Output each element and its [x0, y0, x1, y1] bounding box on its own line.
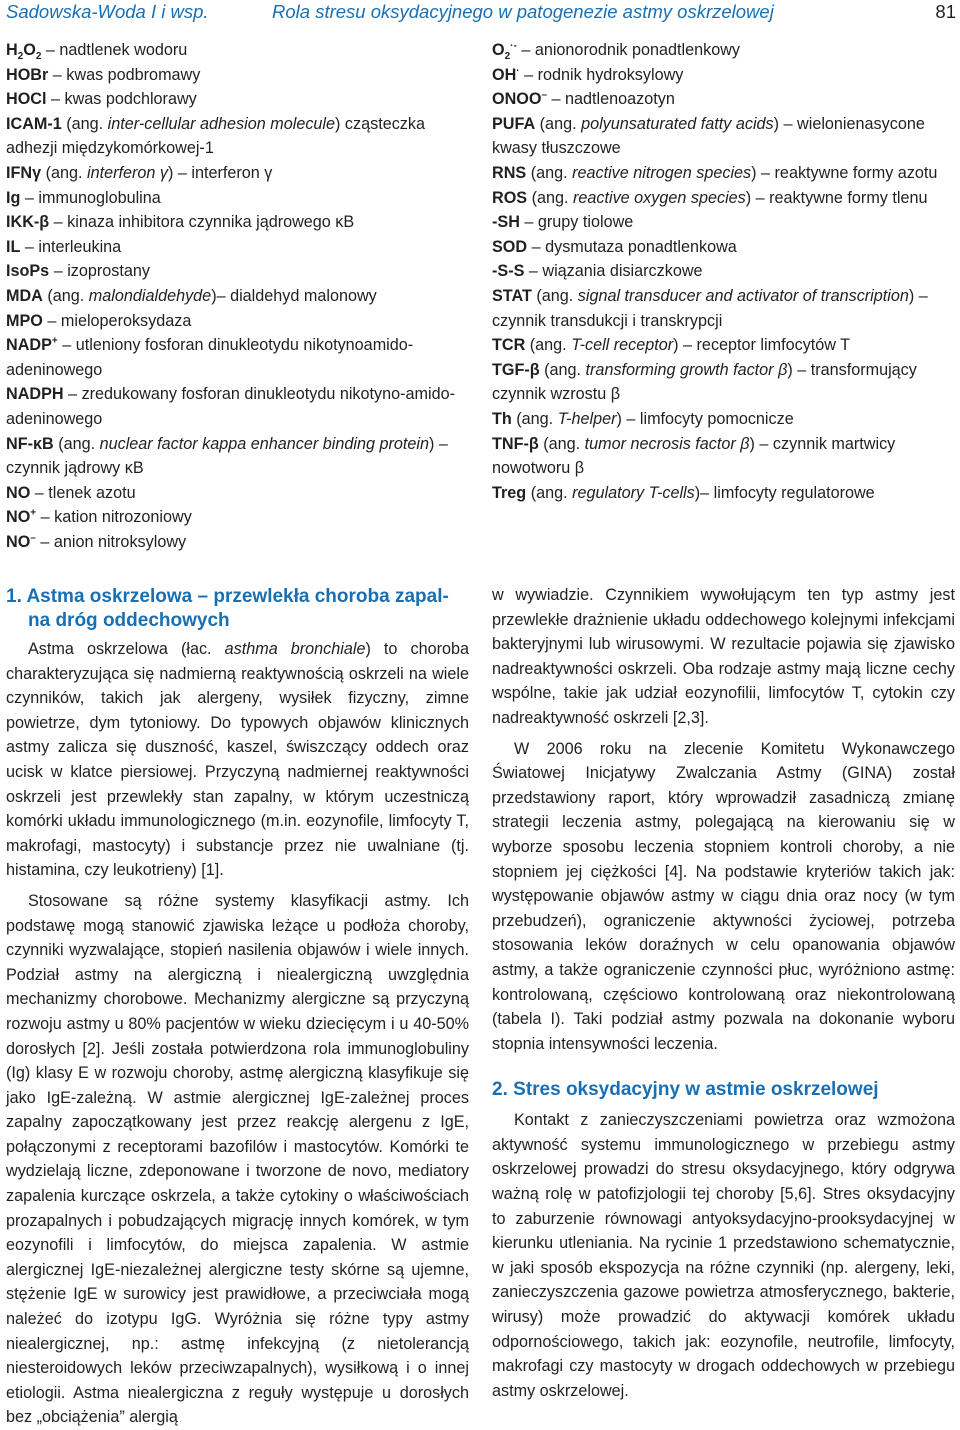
paragraph: W 2006 roku na zlecenie Komitetu Wykonawczego Światowej Inicjatywy Zwalczania Astmy (GINA) został przedstawiony raport, który wprowadził zasadniczą zmianę strategii leczenia astmy, polegającą na kierowaniu się w wyborze sposobu leczenia stopniem kontroli choroby, a nie stopniem jej ciężkości [4]. Na podstawie kryteriów takich jak: występowanie objawów astmy w ciągu dnia oraz nocy (w tym przebudzeń), ograniczenie aktywności życiowej, potrzeba stosowania leków doraźnych w celu opanowania objawów astmy, a także ograniczenie czynności płuc, wyróżniono astmę: kontrolowaną, częściowo kontrolowaną oraz niekontrolowaną (tabela I). Taki podział astmy pozwala na dokonanie wyboru stopnia intensywności leczenia.	[492, 739, 955, 1053]
abbr-item: TCR (ang. T-cell receptor) – receptor limfocytów T	[492, 336, 851, 355]
paragraph: Astma oskrzelowa (łac. asthma bronchiale) to choroba charakteryzująca się nadmierną reaktywnością oskrzeli na wiele czynników, takich jak alergeny, wysiłek fizyczny, zimne powietrze, dym tytoniowy. Do typowych objawów klinicznych astmy zalicza się duszność, kaszel, świszczący oddech oraz ucisk w klatce piersiowej. Przyczyną nadmiernej reaktywności oskrzeli jest przewlekły stan zapalny, w którym uczestniczą komórki układu immunologicznego (m.in. eozynofile, limfocyty T, makrofagi, mastocyty) i substancje przez nie uwalniane (tj. histamina, czy leukotrieny) [1].	[6, 640, 469, 880]
paragraph: Stosowane są różne systemy klasyfikacji astmy. Ich podstawę mogą stanowić zjawiska leżące u podłoża choroby, czynniki wyzwalające, stopień nasilenia objawów i wiele innych. Podział astmy na alergiczną i niealergiczną uwzględnia mechanizmy chorobowe. Mechanizmy alergiczne są przyczyną rozwoju astmy u 80% pacjentów w wieku dziecięcym i u 40-50% dorosłych [2]. Jeśli została potwierdzona rola immunoglobuliny (Ig) klasy E w rozwoju choroby, astmę alergiczną klasyfikuje się jako IgE-zależną. W astmie alergicznej IgE-zależnej proces zapalny zapoczątkowany jest przez reakcję alergenu z IgE, połączonymi z receptorami bazofilów i mastocytów. Komórki te wydzielają liczne, zdeponowane i tworzone de novo, mediatory zapalenia kurczące oskrzela, a także cytokiny o właściwościach prozapalnych i pobudzających migrację innych komórek, w tym eozynofili i limfocytów, do miejsca zapalenia. W astmie alergicznej IgE-niezależnej alergiczne testy skórne są ujemne, stężenie IgE w surowicy jest prawidłowe, a przeciwciała mogą należeć do izotypu IgG. Wyróżnia się różne typy astmy niealergicznej, np.: astmę infekcyjną (z nietolerancją niesteroidowych leków przeciwzapalnych), wysiłkową i o innej etiologii. Astma niealergiczna z reguły występuje u dorosłych bez „obciążenia” alergią	[6, 891, 469, 1427]
abbr-item: IFNγ (ang. interferon γ) – interferon γ	[6, 163, 273, 182]
abbr-item: MPO – mieloperoksydaza	[6, 311, 192, 330]
paragraph: Kontakt z zanieczyszczeniami powietrza oraz wzmożona aktywność systemu immunologicznego w przebiegu astmy oskrzelowej prowadzi do stresu oksydacyjnego, który odgrywa ważną rolę w patofizjologii tej choroby [5,6]. Stres oksydacyjny to zaburzenie równowagi antyoksydacyjno-prooksydacyjnej w kierunku utleniania. Na rycinie 1 przedstawiono schematycznie, w jaki sposób ekspozycja na różne czynniki (np. alergeny, leki, zanieczyszczenia gazowe powietrza atmosferycznego, bakterie, wirusy) może prowadzić do aktywacji komórek układu odpornościowego, takich jak: eozynofile, neutrofile, limfocyty, makrofagi czy mastocyty w drogach oddechowych w przebiegu astmy oskrzelowej.	[492, 1111, 955, 1400]
abbr-item: $O_2^{\cdot-}$ – anionorodnik ponadtlenkowy	[492, 40, 741, 63]
abbr-item: -S-S – wiązania disiarczkowe	[492, 262, 703, 281]
abbr-item: MDA (ang. malondialdehyde)– dialdehyd malonowy	[6, 286, 377, 305]
abbr-item: OH· – rodnik hydroksylowy	[492, 65, 684, 84]
section-1-column	[6, 585, 469, 1430]
abbr-item: ROS (ang. reactive oxygen species) – reaktywne formy tlenu	[492, 188, 928, 207]
abbr-item: NO– – anion nitroksylowy	[6, 532, 187, 551]
header-title: Rola stresu oksydacyjnego w patogenezie astmy oskrzelowej	[272, 1, 774, 22]
abbr-item: IL – interleukina	[6, 237, 122, 256]
abbr-item: NO – tlenek azotu	[6, 483, 136, 502]
abbr-item: TGF-β (ang. transforming growth factor β) – transformujący czynnik wzrostu β	[492, 360, 917, 404]
abbreviations-left	[6, 38, 469, 554]
abbr-item: SOD – dysmutaza ponadtlenkowa	[492, 237, 737, 256]
abbr-item: RNS (ang. reactive nitrogen species) – reaktywne formy azotu	[492, 163, 938, 182]
abbr-item: ICAM-1 (ang. inter-cellular adhesion molecule) cząsteczka adhezji międzykomórkowej-1	[6, 114, 425, 158]
section-1-continuation-column	[492, 583, 955, 1403]
section-1-heading: 1. Astma oskrzelowa – przewlekła choroba zapal- na dróg oddechowych	[6, 586, 449, 631]
abbr-item: Th (ang. T-helper) – limfocyty pomocnicze	[492, 409, 794, 428]
abbr-item: NF-κB (ang. nuclear factor kappa enhancer binding protein) – czynnik jądrowy κB	[6, 434, 448, 478]
abbr-item: IKK-β – kinaza inhibitora czynnika jądrowego κB	[6, 213, 355, 232]
abbr-item: ONOO– – nadtlenoazotyn	[492, 89, 675, 109]
abbr-item: NADPH – zredukowany fosforan dinukleotydu nikotyno-amido-adeninowego	[6, 385, 455, 428]
paragraph: w wywiadzie. Czynnikiem wywołującym ten typ astmy jest przewlekłe drażnienie układu oddechowego kolejnymi infekcjami bakteryjnymi lub wirusowymi. W rezultacie pojawia się zjawisko nadreaktywności oskrzeli. Oba rodzaje astmy mają liczne cechy wspólne, takie jak udział eozynofilii, limfocytów T, cytokin czy nadreaktywność oskrzeli [2,3].	[492, 586, 955, 727]
abbr-item: IsoPs – izoprostany	[6, 262, 150, 281]
abbr-item: -SH – grupy tiolowe	[492, 213, 634, 232]
abbr-item: STAT (ang. signal transducer and activator of transcription) – czynnik transdukcji i transkrypcji	[492, 286, 928, 330]
abbr-item: NADP+ – utleniony fosforan dinukleotydu nikotynoamido-adeninowego	[6, 335, 414, 379]
abbreviations-right	[492, 38, 955, 505]
abbr-item: $H_2O_2$ – nadtlenek wodoru	[6, 41, 188, 63]
abbr-item: NO+ – kation nitrozoniowy	[6, 507, 192, 527]
abbr-item: Treg (ang. regulatory T-cells)– limfocyty regulatorowe	[492, 483, 875, 502]
abbr-item: Ig – immunoglobulina	[6, 188, 161, 207]
header-authors: Sadowska-Woda I i wsp.	[6, 1, 209, 22]
abbr-item: PUFA (ang. polyunsaturated fatty acids) – wielonienasycone kwasy tłuszczowe	[492, 114, 925, 158]
running-header	[0, 0, 960, 26]
section-2-heading: 2. Stres oksydacyjny w astmie oskrzelowej	[492, 1079, 879, 1101]
abbr-item: HOBr – kwas podbromawy	[6, 65, 201, 84]
abbr-item: TNF-β (ang. tumor necrosis factor β) – czynnik martwicy nowotworu β	[492, 434, 896, 478]
page-number: 81	[935, 1, 956, 22]
abbr-item: HOCl – kwas podchlorawy	[6, 90, 197, 109]
